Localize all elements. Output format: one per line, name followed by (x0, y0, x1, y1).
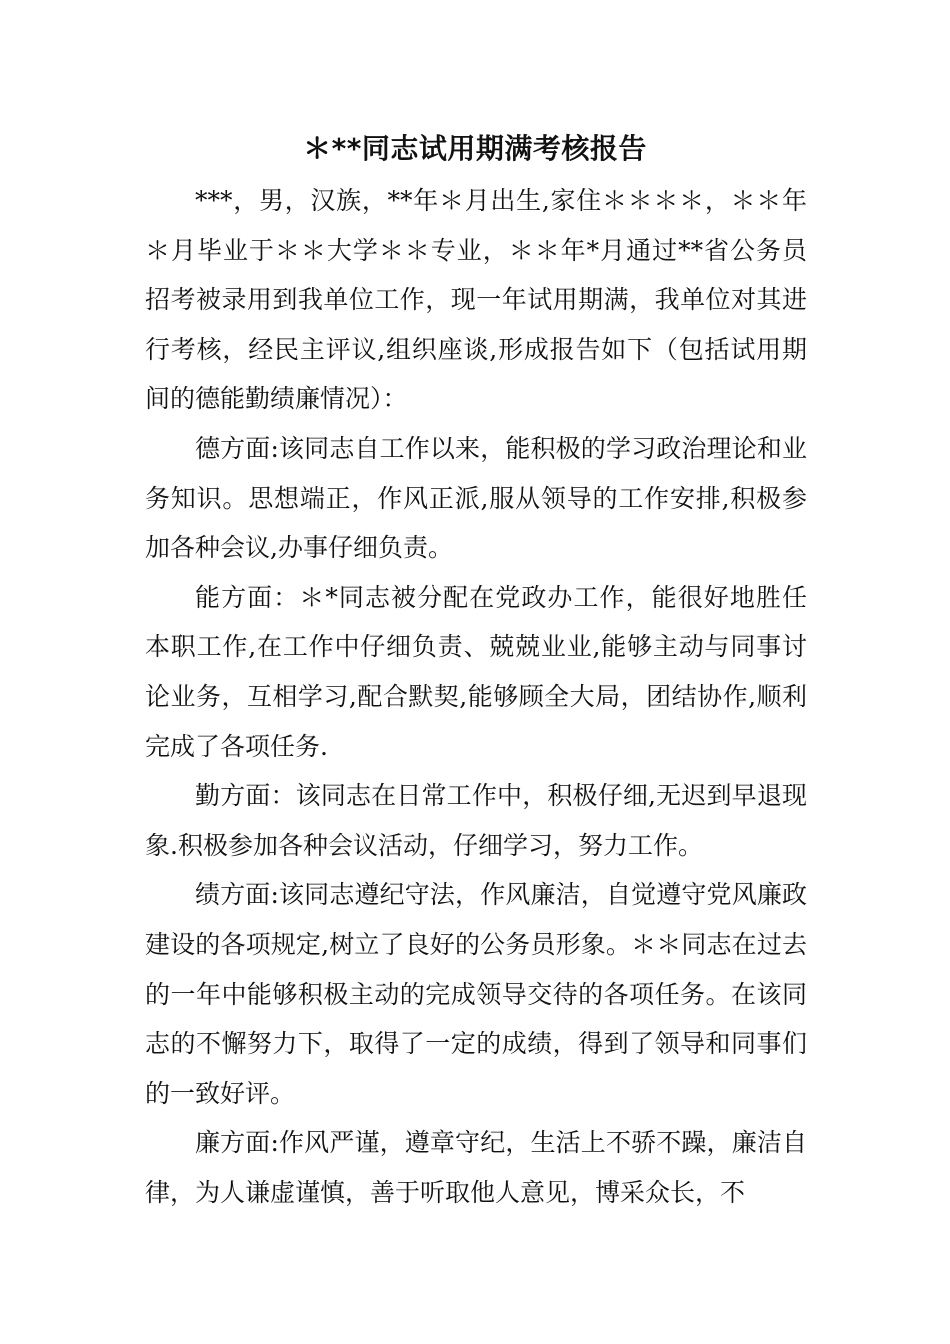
paragraph-diligence: 勤方面：该同志在日常工作中，积极仔细,无迟到早退现象.积极参加各种会议活动，仔细学习，努力工作。 (145, 781, 807, 860)
paragraph-ability: 能方面：＊*同志被分配在党政办工作，能很好地胜任本职工作,在工作中仔细负责、兢兢业业,能够主动与同事讨论业务，互相学习,配合默契,能够顾全大局，团结协作,顺利完成了各项任务. (145, 582, 807, 761)
paragraph-integrity: 廉方面:作风严谨，遵章守纪，生活上不骄不躁，廉洁自律，为人谦虚谨慎，善于听取他人意见，博采众长，不 (145, 1128, 807, 1207)
paragraph-intro: ***，男，汉族，**年＊月出生,家住＊＊＊＊，＊＊年＊月毕业于＊＊大学＊＊专业，＊＊年*月通过**省公务员招考被录用到我单位工作，现一年试用期满，我单位对其进行考核，经民主评议,组织座谈,形成报告如下（包括试用期间的德能勤绩廉情况）： (145, 186, 807, 414)
document-title: ＊**同志试用期满考核报告 (303, 132, 647, 165)
document-body (145, 176, 807, 1217)
paragraph-morality: 德方面:该同志自工作以来，能积极的学习政治理论和业务知识。思想端正，作风正派,服从领导的工作安排,积极参加各种会议,办事仔细负责。 (145, 433, 807, 563)
paragraph-performance: 绩方面:该同志遵纪守法，作风廉洁，自觉遵守党风廉政建设的各项规定,树立了良好的公务员形象。＊＊同志在过去的一年中能够积极主动的完成领导交待的各项任务。在该同志的不懈努力下，取得了一定的成绩，得到了领导和同事们的一致好评。 (145, 880, 807, 1108)
